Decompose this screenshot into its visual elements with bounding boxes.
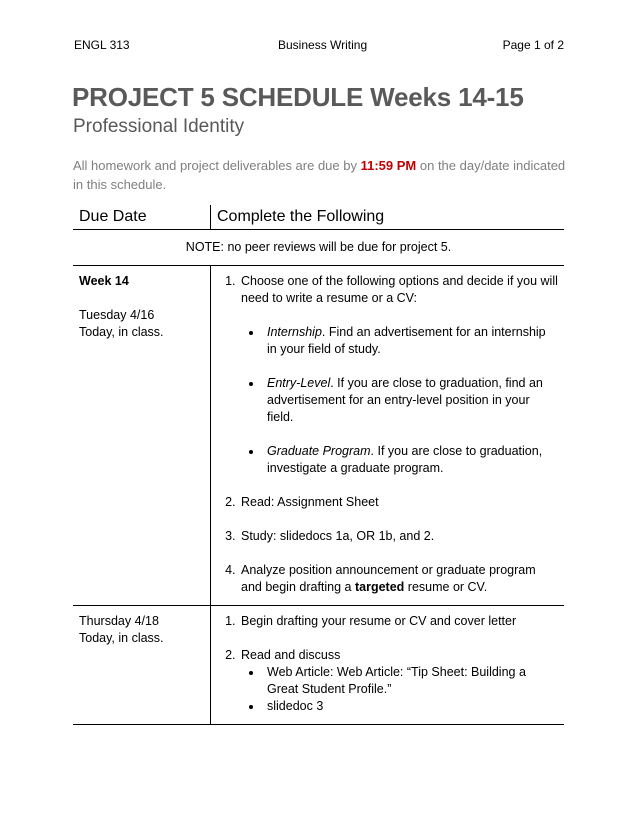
peer-review-note: NOTE: no peer reviews will be due for project 5. — [73, 230, 564, 266]
week-label: Week 14 — [79, 274, 129, 288]
deadline-time: 11:59 PM — [360, 158, 417, 173]
option-internship-text: . Find an advertisement for an internship in your field of study. — [267, 325, 546, 356]
intro-text-before: All homework and project deliverables are due by — [73, 158, 361, 173]
due-day: Thursday 4/18 — [79, 614, 159, 628]
column-header-tasks: Complete the Following — [211, 205, 565, 230]
option-entry-level-label: Entry-Level — [267, 376, 331, 390]
option-item — [263, 375, 558, 426]
option-item — [263, 324, 558, 358]
table-header-row — [73, 205, 564, 230]
page-header — [74, 38, 564, 54]
intro-paragraph — [73, 156, 568, 194]
due-when: Today, in class. — [79, 325, 164, 339]
reading-list — [241, 664, 558, 715]
option-internship-label: Internship — [267, 325, 322, 339]
task-item — [239, 647, 558, 715]
due-date-cell — [73, 266, 211, 606]
option-list — [241, 324, 558, 477]
document-subtitle: Professional Identity — [73, 116, 245, 137]
option-item — [263, 443, 558, 477]
task-analyze-before: Analyze position announcement or graduate program and begin drafting a — [241, 563, 536, 594]
task-analyze-after: resume or CV. — [404, 580, 488, 594]
option-entry-level-text: . If you are close to graduation, find an advertisement for an entry-level position in your field. — [267, 376, 543, 424]
tasks-cell — [211, 606, 565, 725]
task-analyze-emphasis: targeted — [354, 580, 405, 594]
task-item — [239, 528, 558, 545]
task-item — [239, 273, 558, 477]
due-when: Today, in class. — [79, 631, 164, 645]
task-read-assignment: Read: Assignment Sheet — [241, 495, 379, 509]
task-begin-drafting: Begin drafting your resume or CV and cover letter — [241, 614, 517, 628]
note-row — [73, 230, 564, 266]
task-list — [219, 273, 558, 596]
due-date-cell — [73, 606, 211, 725]
table-row-thursday — [73, 606, 564, 725]
document-title: PROJECT 5 SCHEDULE Weeks 14-15 — [72, 82, 524, 112]
task-choose-option: Choose one of the following options and decide if you will need to write a resume or a CV: — [241, 274, 558, 305]
task-item — [239, 562, 558, 596]
task-read-discuss: Read and discuss — [241, 648, 341, 662]
task-item — [239, 613, 558, 630]
task-list — [219, 613, 558, 715]
header-course-code: ENGL 313 — [74, 38, 130, 52]
due-day: Tuesday 4/16 — [79, 308, 155, 322]
column-header-due-date: Due Date — [73, 205, 211, 230]
schedule-table — [73, 205, 564, 725]
reading-item: • slidedoc 3 — [263, 698, 558, 715]
intro-text-after: on the day/date indicated in this schedule. — [73, 158, 566, 192]
task-study-slidedocs: Study: slidedocs 1a, OR 1b, and 2. — [241, 529, 435, 543]
task-item — [239, 494, 558, 511]
header-page-number: Page 1 of 2 — [502, 38, 564, 52]
tasks-cell — [211, 266, 565, 606]
header-course-title: Business Writing — [278, 38, 368, 52]
table-row-week14-tuesday — [73, 266, 564, 606]
reading-item: • Web Article: Web Article: “Tip Sheet: Building a Great Student Profile.” — [263, 664, 558, 698]
option-graduate-text: . If you are close to graduation, investigate a graduate program. — [267, 444, 543, 475]
option-graduate-label: Graduate Program — [267, 444, 371, 458]
